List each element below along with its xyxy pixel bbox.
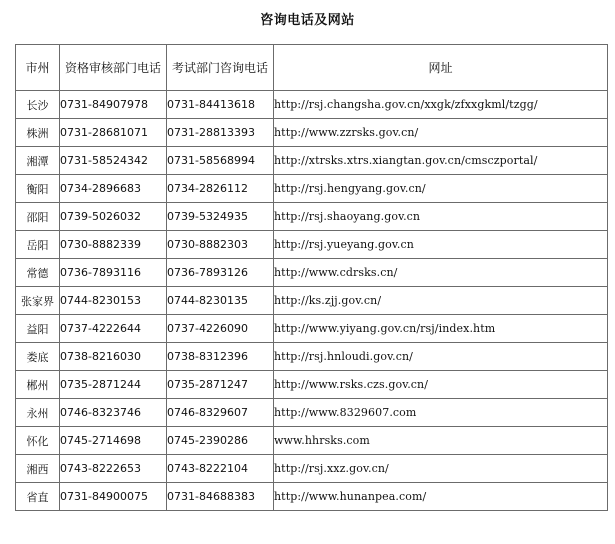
table-row (16, 399, 608, 427)
qualification-phone-cell: 0731-84900075 (60, 483, 167, 511)
city-cell: 娄底 (16, 343, 60, 371)
website-link[interactable]: http://rsj.yueyang.gov.cn (274, 231, 608, 259)
table-row (16, 203, 608, 231)
website-link[interactable]: http://rsj.hnloudi.gov.cn/ (274, 343, 608, 371)
city-cell: 岳阳 (16, 231, 60, 259)
city-cell: 郴州 (16, 371, 60, 399)
website-link[interactable]: www.hhrsks.com (274, 427, 608, 455)
qualification-phone-cell: 0731-28681071 (60, 119, 167, 147)
qualification-phone-cell: 0737-4222644 (60, 315, 167, 343)
city-cell: 怀化 (16, 427, 60, 455)
exam-phone-cell: 0730-8882303 (167, 231, 274, 259)
exam-phone-cell: 0737-4226090 (167, 315, 274, 343)
table-row (16, 119, 608, 147)
qualification-phone-cell: 0745-2714698 (60, 427, 167, 455)
website-link[interactable]: http://www.zzrsks.gov.cn/ (274, 119, 608, 147)
city-cell: 邵阳 (16, 203, 60, 231)
header-city: 市州 (16, 45, 60, 91)
city-cell: 湘潭 (16, 147, 60, 175)
city-cell: 衡阳 (16, 175, 60, 203)
header-exam-phone: 考试部门咨询电话 (167, 45, 274, 91)
city-cell: 株洲 (16, 119, 60, 147)
qualification-phone-cell: 0731-58524342 (60, 147, 167, 175)
contact-table (15, 44, 608, 511)
website-link[interactable]: http://xtrsks.xtrs.xiangtan.gov.cn/cmsczportal/ (274, 147, 608, 175)
qualification-phone-cell: 0736-7893116 (60, 259, 167, 287)
qualification-phone-cell: 0731-84907978 (60, 91, 167, 119)
website-link[interactable]: http://ks.zjj.gov.cn/ (274, 287, 608, 315)
website-link[interactable]: http://rsj.hengyang.gov.cn/ (274, 175, 608, 203)
header-qualification-phone: 资格审核部门电话 (60, 45, 167, 91)
table-row (16, 371, 608, 399)
website-link[interactable]: http://www.8329607.com (274, 399, 608, 427)
exam-phone-cell: 0731-28813393 (167, 119, 274, 147)
exam-phone-cell: 0734-2826112 (167, 175, 274, 203)
website-link[interactable]: http://rsj.changsha.gov.cn/xxgk/zfxxgkml/tzgg/ (274, 91, 608, 119)
exam-phone-cell: 0739-5324935 (167, 203, 274, 231)
exam-phone-cell: 0736-7893126 (167, 259, 274, 287)
website-link[interactable]: http://rsj.xxz.gov.cn/ (274, 455, 608, 483)
table-row (16, 343, 608, 371)
city-cell: 湘西 (16, 455, 60, 483)
website-link[interactable]: http://rsj.shaoyang.gov.cn (274, 203, 608, 231)
table-row (16, 427, 608, 455)
exam-phone-cell: 0746-8329607 (167, 399, 274, 427)
exam-phone-cell: 0735-2871247 (167, 371, 274, 399)
qualification-phone-cell: 0744-8230153 (60, 287, 167, 315)
table-row (16, 175, 608, 203)
table-row (16, 91, 608, 119)
table-row (16, 287, 608, 315)
table-row (16, 455, 608, 483)
table-row (16, 259, 608, 287)
city-cell: 永州 (16, 399, 60, 427)
website-link[interactable]: http://www.rsks.czs.gov.cn/ (274, 371, 608, 399)
qualification-phone-cell: 0739-5026032 (60, 203, 167, 231)
qualification-phone-cell: 0730-8882339 (60, 231, 167, 259)
exam-phone-cell: 0731-58568994 (167, 147, 274, 175)
exam-phone-cell: 0731-84413618 (167, 91, 274, 119)
city-cell: 益阳 (16, 315, 60, 343)
table-row (16, 147, 608, 175)
website-link[interactable]: http://www.yiyang.gov.cn/rsj/index.htm (274, 315, 608, 343)
exam-phone-cell: 0744-8230135 (167, 287, 274, 315)
exam-phone-cell: 0745-2390286 (167, 427, 274, 455)
table-header-row (16, 45, 608, 91)
city-cell: 常德 (16, 259, 60, 287)
header-website: 网址 (274, 45, 608, 91)
city-cell: 长沙 (16, 91, 60, 119)
city-cell: 省直 (16, 483, 60, 511)
qualification-phone-cell: 0735-2871244 (60, 371, 167, 399)
page-title: 咨询电话及网站 (260, 13, 355, 28)
qualification-phone-cell: 0743-8222653 (60, 455, 167, 483)
exam-phone-cell: 0731-84688383 (167, 483, 274, 511)
city-cell: 张家界 (16, 287, 60, 315)
qualification-phone-cell: 0746-8323746 (60, 399, 167, 427)
website-link[interactable]: http://www.hunanpea.com/ (274, 483, 608, 511)
qualification-phone-cell: 0734-2896683 (60, 175, 167, 203)
qualification-phone-cell: 0738-8216030 (60, 343, 167, 371)
exam-phone-cell: 0743-8222104 (167, 455, 274, 483)
website-link[interactable]: http://www.cdrsks.cn/ (274, 259, 608, 287)
table-row (16, 231, 608, 259)
table-row (16, 483, 608, 511)
exam-phone-cell: 0738-8312396 (167, 343, 274, 371)
table-row (16, 315, 608, 343)
